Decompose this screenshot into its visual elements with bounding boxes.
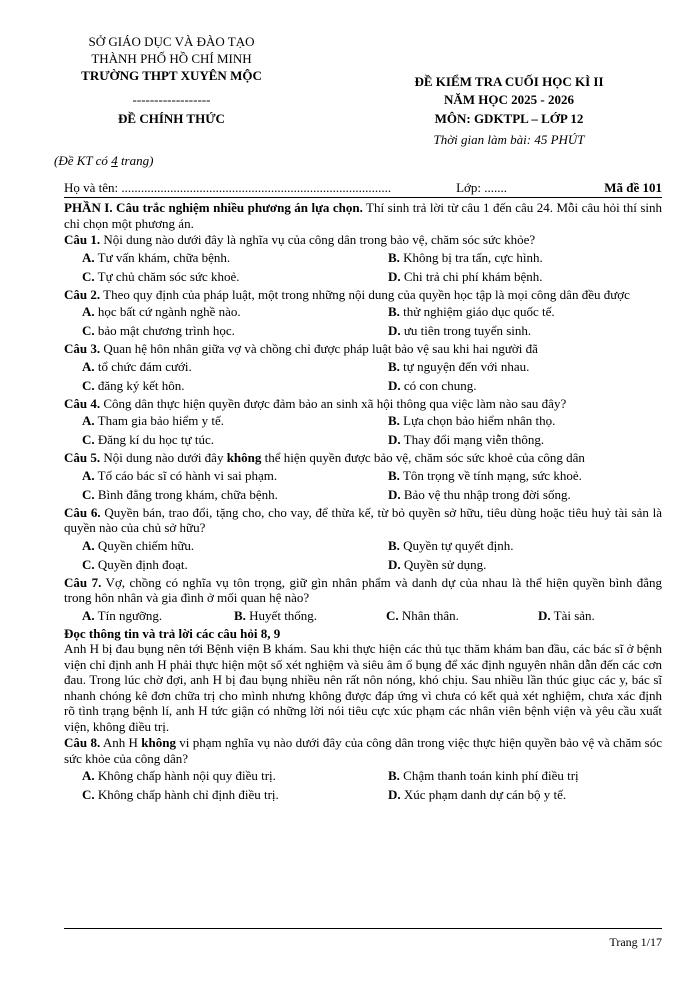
answer-options (64, 411, 662, 449)
question-7 (64, 575, 662, 625)
question-4 (64, 396, 662, 450)
header-rule (64, 197, 662, 198)
option-c[interactable]: C. Không chấp hành chỉ định điều trị. (82, 787, 279, 802)
question-3 (64, 341, 662, 395)
option-a[interactable]: A. Quyền chiếm hữu. (82, 537, 195, 553)
option-a[interactable]: A. tổ chức đám cưới. (82, 358, 192, 374)
question-stem: Câu 6. Quyền bán, trao đổi, tặng cho, cho vay, để thừa kế, từ bỏ quyền sở hữu, tiêu dùng hoặc tiêu huỷ tài sản là quyền nào của chủ sở hữu? (64, 504, 662, 535)
subject-title: MÔN: GDKTPL – LỚP 12 (434, 111, 584, 126)
page-count-note: (Đề KT có 4 trang) (54, 153, 154, 168)
exam-code: Mã đề 101 (604, 180, 662, 195)
option-d[interactable]: D. Bảo vệ thu nhập trong đời sống. (388, 486, 571, 502)
option-d[interactable]: D. Tài sản. (538, 607, 595, 623)
department-line-1: SỞ GIÁO DỤC VÀ ĐÀO TẠO (88, 34, 255, 49)
school-year: NĂM HỌC 2025 - 2026 (444, 92, 574, 107)
question-1 (64, 232, 662, 286)
student-info-row (64, 180, 662, 196)
reading-heading: Đọc thông tin và trả lời các câu hỏi 8, 9 (64, 625, 281, 641)
option-d[interactable]: D. ưu tiên trong tuyển sinh. (388, 323, 532, 338)
option-a[interactable]: A. Không chấp hành nội quy điều trị. (82, 768, 276, 783)
option-b[interactable]: B. Huyết thống. (234, 607, 318, 623)
option-b[interactable]: B. thử nghiệm giáo dục quốc tế. (388, 304, 555, 319)
student-name-field: Họ và tên: ................................................................................... (64, 180, 392, 195)
option-c[interactable]: C. đăng ký kết hôn. (82, 377, 185, 393)
question-6 (64, 505, 662, 574)
department-line-2: THÀNH PHỐ HỒ CHÍ MINH (91, 51, 252, 66)
question-8-stem: Câu 8. Anh H không vi phạm nghĩa vụ nào dưới đây của công dân trong việc thực hiện quyền bảo vệ và chăm sóc sức khỏe của công dân? (64, 735, 662, 766)
question-8 (64, 735, 662, 804)
part1-intro: PHẦN I. Câu trắc nghiệm nhiều phương án lựa chọn. Thí sinh trả lời từ câu 1 đến câu 24. Mỗi câu hỏi thí sinh chỉ chọn một phương án. (64, 200, 662, 231)
page-number: Trang 1/17 (609, 935, 662, 949)
official-label: ĐỀ CHÍNH THỨC (118, 111, 225, 126)
option-c[interactable]: C. Tự chủ chăm sóc sức khoẻ. (82, 268, 240, 284)
option-b[interactable]: B. Không bị tra tấn, cực hình. (388, 249, 543, 265)
answer-options (64, 248, 662, 286)
school-name: TRƯỜNG THPT XUYÊN MỘC (81, 68, 262, 83)
option-d[interactable]: D. có con chung. (388, 377, 477, 393)
answer-options (64, 536, 662, 574)
option-b[interactable]: B. Quyền tự quyết định. (388, 537, 514, 553)
option-d[interactable]: D. Thay đổi mạng viễn thông. (388, 432, 545, 447)
option-a[interactable]: A. Tố cáo bác sĩ có hành vi sai phạm. (82, 467, 278, 483)
question-5 (64, 450, 662, 504)
question-2 (64, 287, 662, 341)
option-c[interactable]: C. Nhân thân. (386, 607, 459, 623)
option-a[interactable]: A. Tín ngưỡng. (82, 607, 163, 623)
question-stem: Câu 4. Công dân thực hiện quyền được đảm bảo an sinh xã hội thông qua việc làm nào sau đây? (64, 395, 567, 411)
reading-passage: Anh H bị đau bụng nên tới Bệnh viện B khám. Sau khi thực hiện các thủ tục thăm khám ban đầu, các bác sĩ ở bệnh viện chỉ định anh H phải thực hiện một số xét nghiệm và siêu âm ổ bụng để xác định nguyên nhân dẫn đến các cơn đau. Trong lúc chờ đợi, anh H bị đau bụng nhiều nên rất nôn nóng, khó chịu. Sau nhiều lần thúc giục các y, bác sĩ nhanh chóng kê đơn chữa trị cho mình nhưng không được đáp ứng vì chưa có kết quả xét nghiệm, chưa xác định rõ tình trạng bệnh lí, anh H tức giận có những lời nói tiêu cực xúc phạm các nhân viên bệnh viện và yêu cầu xuất viện, không điều trị. (64, 641, 662, 734)
question-list (64, 232, 662, 625)
question-8-options (64, 766, 662, 804)
option-c[interactable]: C. bảo mật chương trình học. (82, 323, 235, 338)
answer-options (64, 357, 662, 395)
question-stem: Câu 5. Nội dung nào dưới đây không thể hiện quyền được bảo vệ, chăm sóc sức khoẻ của công dân (64, 450, 585, 465)
option-c[interactable]: C. Quyền định đoạt. (82, 556, 188, 572)
question-stem: Câu 7. Vợ, chồng có nghĩa vụ tôn trọng, giữ gìn nhân phẩm và danh dự của nhau là thể hiện quyền bình đẳng trong hôn nhân và gia đình ở mối quan hệ nào? (64, 574, 662, 605)
question-stem: Câu 2. Theo quy định của pháp luật, một trong những nội dung của quyền học tập là mọi công dân đều được (64, 286, 630, 302)
option-d[interactable]: D. Quyền sử dụng. (388, 556, 487, 572)
option-a[interactable]: A. Tham gia bảo hiểm y tế. (82, 413, 225, 428)
answer-options (64, 466, 662, 504)
option-b[interactable]: B. tự nguyện đến với nhau. (388, 358, 530, 374)
option-c[interactable]: C. Bình đẳng trong khám, chữa bệnh. (82, 486, 278, 502)
option-d[interactable]: D. Chi trả chi phí khám bệnh. (388, 268, 543, 284)
page-footer (64, 928, 662, 949)
question-stem: Câu 3. Quan hệ hôn nhân giữa vợ và chồng chỉ được pháp luật bảo vệ sau khi hai người đã (64, 341, 538, 356)
question-stem: Câu 1. Nội dung nào dưới đây là nghĩa vụ của công dân trong bảo vệ, chăm sóc sức khỏe? (64, 232, 536, 247)
class-field: Lớp: ....... (456, 180, 508, 195)
exam-header (54, 28, 662, 180)
answer-options (64, 302, 662, 340)
answer-options (64, 606, 662, 625)
header-divider: ------------------ (132, 92, 211, 107)
exam-title: ĐỀ KIỂM TRA CUỐI HỌC KÌ II (414, 74, 604, 89)
option-a[interactable]: A. Tư vấn khám, chữa bệnh. (82, 249, 231, 265)
option-b[interactable]: B. Lựa chọn bảo hiểm nhân thọ. (388, 413, 556, 428)
option-b[interactable]: B. Chậm thanh toán kinh phí điều trị (388, 768, 579, 783)
option-a[interactable]: A. học bất cứ ngành nghề nào. (82, 304, 241, 319)
exam-time: Thời gian làm bài: 45 PHÚT (433, 132, 585, 147)
exam-page (54, 28, 662, 804)
option-d[interactable]: D. Xúc phạm danh dự cán bộ y tế. (388, 787, 567, 802)
option-c[interactable]: C. Đăng kí du học tự túc. (82, 432, 214, 447)
option-b[interactable]: B. Tôn trọng về tính mạng, sức khoẻ. (388, 467, 582, 483)
